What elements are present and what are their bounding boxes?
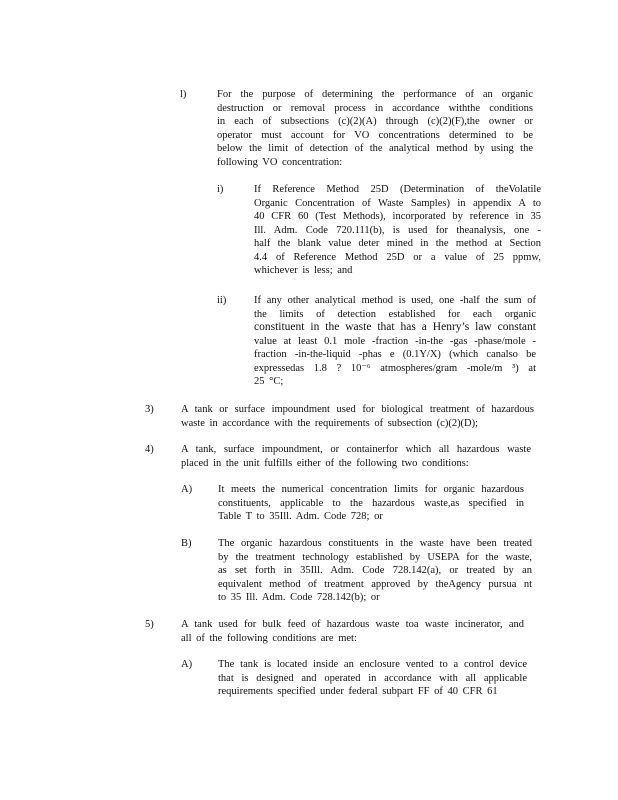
text-line: half the blank value deter mined in the method at Section bbox=[254, 238, 541, 249]
text-line: operator must account for VO concentrations determined to be bbox=[217, 129, 533, 141]
text-line: 25 °C; bbox=[254, 376, 284, 387]
item-label-4: 4) bbox=[145, 444, 154, 455]
text-line: value at least 0.1 mole -fraction -in-the -gas -phase/mole - bbox=[254, 335, 536, 347]
item-l-text bbox=[217, 88, 533, 169]
item-i-text bbox=[254, 183, 541, 278]
text-line: requirements specified under federal subpart FF of 40 CFR 61 bbox=[218, 686, 498, 697]
text-line: the limits of detection established for each organic bbox=[254, 308, 536, 320]
text-line: whichever is less; and bbox=[254, 265, 353, 276]
text-line: as set forth in 35Ill. Adm. Code 728.142(a), or treated by an bbox=[218, 565, 532, 576]
item-4-text bbox=[181, 443, 531, 470]
text-line: A tank or surface impoundment used for biological treatment of hazardous bbox=[181, 404, 534, 415]
text-line: 40 CFR 60 (Test Methods), incorporated by reference in 35 bbox=[254, 211, 541, 222]
text-line: Ill. Adm. Code 720.111(b), is used for theanalysis, one - bbox=[254, 224, 541, 236]
text-line: Organic Concentration of Waste Samples) in appendix A to bbox=[254, 197, 541, 209]
item-label-l: l) bbox=[180, 89, 187, 100]
text-line: in each of subsections (c)(2)(A) through (c)(2)(F),the owner or bbox=[217, 116, 533, 127]
text-line: For the purpose of determining the performance of an organic bbox=[217, 89, 533, 100]
text-line: constituents, applicable to the hazardous waste,as specified in bbox=[218, 497, 524, 509]
item-5-text bbox=[181, 618, 524, 645]
item-label-3: 3) bbox=[145, 404, 154, 415]
item-label-ii: ii) bbox=[217, 295, 227, 306]
text-line: waste in accordance with the requirements of subsection (c)(2)(D); bbox=[181, 417, 479, 429]
text-line: constituent in the waste that has a Henry’s law constant bbox=[254, 321, 536, 333]
item-4b-text bbox=[218, 537, 532, 605]
text-line: A tank used for bulk feed of hazardous waste toa waste incinerator, and bbox=[181, 619, 524, 630]
text-line: that is designed and operated in accordance with all applicable bbox=[218, 672, 527, 684]
text-line: 4.4 of Reference Method 25D or a value of 25 ppmw, bbox=[254, 251, 541, 263]
item-label-5a: A) bbox=[181, 659, 193, 670]
text-line: If any other analytical method is used, one -half the sum of bbox=[254, 295, 536, 306]
item-label-4a: A) bbox=[181, 484, 193, 495]
text-line: fraction -in-the-liquid -phas e (0.1Y/X) (which canalso be bbox=[254, 349, 536, 360]
text-line: to 35 Ill. Adm. Code 728.142(b); or bbox=[218, 592, 380, 603]
item-3-text bbox=[181, 403, 534, 430]
text-line: by the treatment technology established by USEPA for the waste, bbox=[218, 551, 532, 563]
item-5a-text bbox=[218, 658, 527, 699]
text-line: destruction or removal process in accordance withthe conditions bbox=[217, 102, 533, 114]
item-label-4b: B) bbox=[181, 538, 192, 549]
text-line: expressedas 1.8 ? 10⁻⁶ atmospheres/gram -mole/m ³) at bbox=[254, 362, 536, 374]
text-line: equivalent method of treatment approved by theAgency pursua nt bbox=[218, 578, 532, 590]
text-line: It meets the numerical concentration limits for organic hazardous bbox=[218, 484, 524, 495]
item-label-5: 5) bbox=[145, 619, 154, 630]
text-line: The organic hazardous constituents in the waste have been treated bbox=[218, 538, 532, 549]
text-line: below the limit of detection of the analytical method by using the bbox=[217, 143, 533, 154]
item-4a-text bbox=[218, 483, 524, 524]
text-line: If Reference Method 25D (Determination of theVolatile bbox=[254, 184, 541, 195]
item-ii-text bbox=[254, 294, 536, 389]
text-line: placed in the unit fulfills either of the following two conditions: bbox=[181, 457, 469, 469]
text-line: The tank is located inside an enclosure vented to a control device bbox=[218, 659, 527, 670]
text-line: A tank, surface impoundment, or containerfor which all hazardous waste bbox=[181, 444, 531, 455]
text-line: Table T to 35Ill. Adm. Code 728; or bbox=[218, 511, 383, 522]
item-label-i: i) bbox=[217, 184, 224, 195]
text-line: all of the following conditions are met: bbox=[181, 632, 357, 644]
text-line: following VO concentration: bbox=[217, 156, 343, 168]
